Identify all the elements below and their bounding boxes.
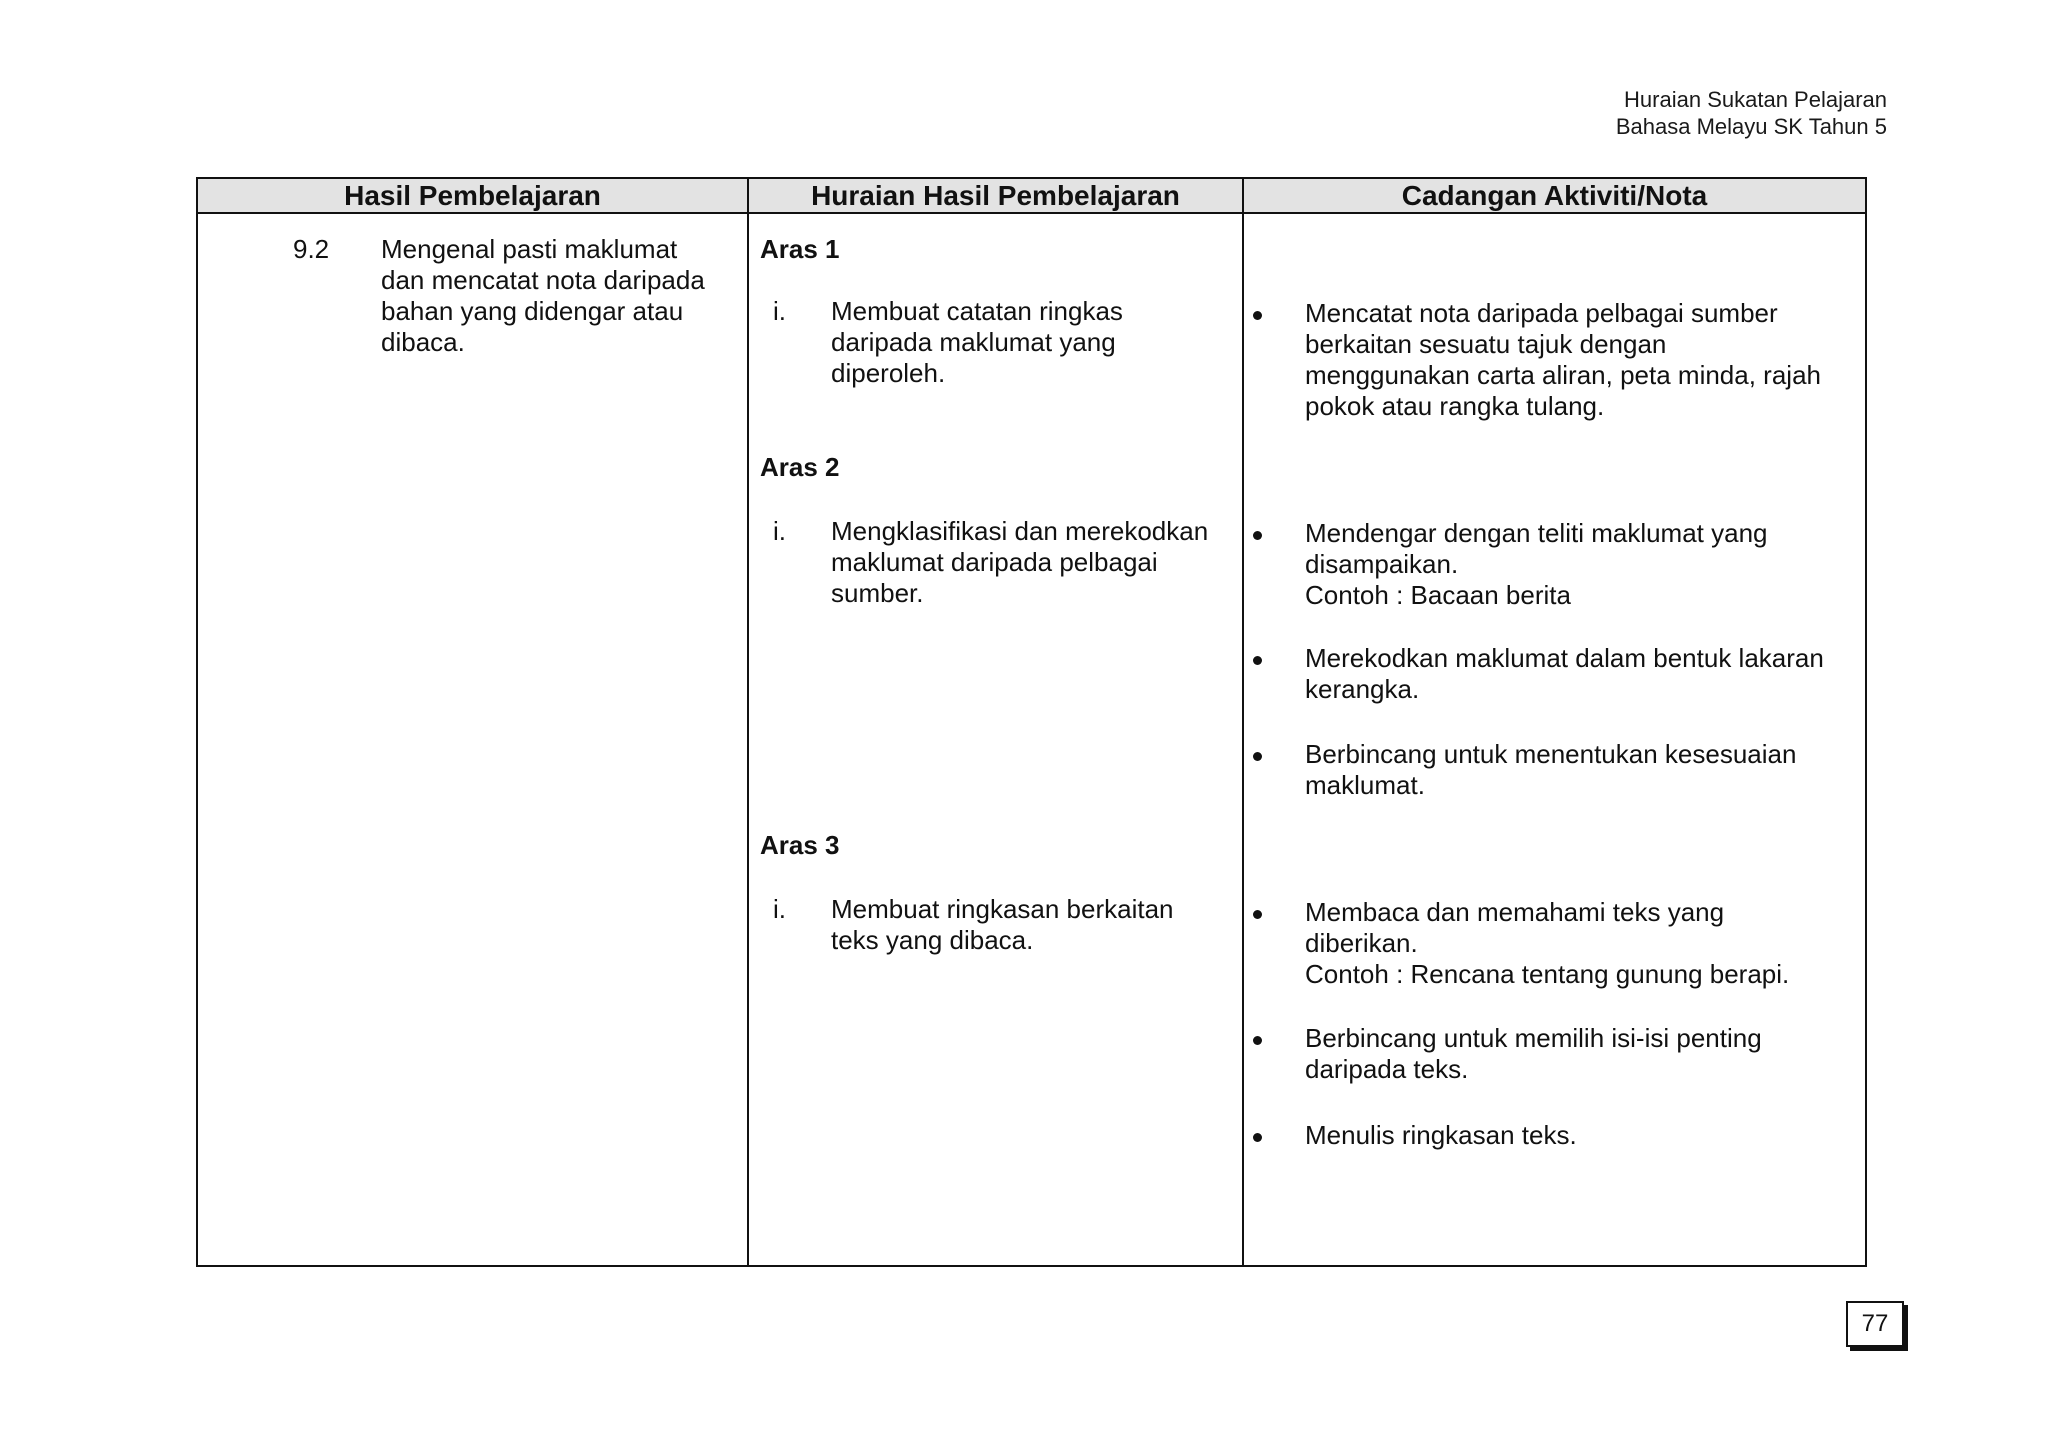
- outcome-line: Mengenal pasti maklumat: [381, 234, 678, 264]
- column-header-hasil: Hasil Pembelajaran: [344, 180, 601, 211]
- level-item-marker: i.: [773, 516, 786, 546]
- column-header-huraian: Huraian Hasil Pembelajaran: [811, 180, 1180, 211]
- activity-line: daripada teks.: [1305, 1054, 1469, 1084]
- activity-line: maklumat.: [1305, 770, 1425, 800]
- level-item-line: Membuat ringkasan berkaitan: [831, 894, 1174, 924]
- level-item-line: diperoleh.: [831, 358, 946, 388]
- bullet-point: [1253, 752, 1262, 761]
- activity-line: Berbincang untuk menentukan kesesuaian: [1305, 739, 1797, 769]
- bullet-point: [1253, 1133, 1262, 1142]
- activity-line: Contoh : Bacaan berita: [1305, 580, 1571, 610]
- level-item-line: daripada maklumat yang: [831, 327, 1116, 357]
- bullet-point: [1253, 531, 1262, 540]
- activity-line: disampaikan.: [1305, 549, 1459, 579]
- header-line-1: Huraian Sukatan Pelajaran: [1624, 87, 1887, 112]
- bullet-point: [1253, 1036, 1262, 1045]
- outcome-number: 9.2: [293, 234, 330, 264]
- level-title: Aras 3: [760, 830, 840, 860]
- activity-line: Menulis ringkasan teks.: [1305, 1120, 1577, 1150]
- table-header-row: [198, 179, 1865, 214]
- activity-line: Berbincang untuk memilih isi-isi penting: [1305, 1023, 1762, 1053]
- activity-line: Membaca dan memahami teks yang: [1305, 897, 1725, 927]
- level-item-marker: i.: [773, 296, 786, 326]
- activity-line: diberikan.: [1305, 928, 1418, 958]
- activity-line: berkaitan sesuatu tajuk dengan: [1305, 329, 1667, 359]
- level-item-line: maklumat daripada pelbagai: [831, 547, 1158, 577]
- column-header-cadangan: Cadangan Aktiviti/Nota: [1401, 180, 1708, 211]
- header-line-2: Bahasa Melayu SK Tahun 5: [1615, 114, 1887, 139]
- activity-line: Merekodkan maklumat dalam bentuk lakaran: [1305, 643, 1824, 673]
- level-item-line: teks yang dibaca.: [831, 925, 1034, 955]
- level-item-line: sumber.: [831, 578, 924, 608]
- activity-line: pokok atau rangka tulang.: [1305, 391, 1605, 421]
- page-number: 77: [1846, 1301, 1904, 1347]
- level-item-marker: i.: [773, 894, 786, 924]
- bullet-point: [1253, 910, 1262, 919]
- column-divider: [747, 179, 749, 1265]
- outcome-line: dan mencatat nota daripada: [381, 265, 705, 295]
- level-title: Aras 1: [760, 234, 840, 264]
- column-divider: [1242, 179, 1244, 1265]
- bullet-point: [1253, 311, 1262, 320]
- outcome-line: bahan yang didengar atau: [381, 296, 684, 326]
- level-title: Aras 2: [760, 452, 840, 482]
- outcome-line: dibaca.: [381, 327, 465, 357]
- activity-line: menggunakan carta aliran, peta minda, rajah: [1305, 360, 1821, 390]
- activity-line: Contoh : Rencana tentang gunung berapi.: [1305, 959, 1790, 989]
- activity-line: kerangka.: [1305, 674, 1420, 704]
- document-header: [1616, 86, 1887, 140]
- bullet-point: [1253, 656, 1262, 665]
- activity-line: Mencatat nota daripada pelbagai sumber: [1305, 298, 1778, 328]
- level-item-line: Mengklasifikasi dan merekodkan: [831, 516, 1209, 546]
- activity-line: Mendengar dengan teliti maklumat yang: [1305, 518, 1768, 548]
- level-item-line: Membuat catatan ringkas: [831, 296, 1123, 326]
